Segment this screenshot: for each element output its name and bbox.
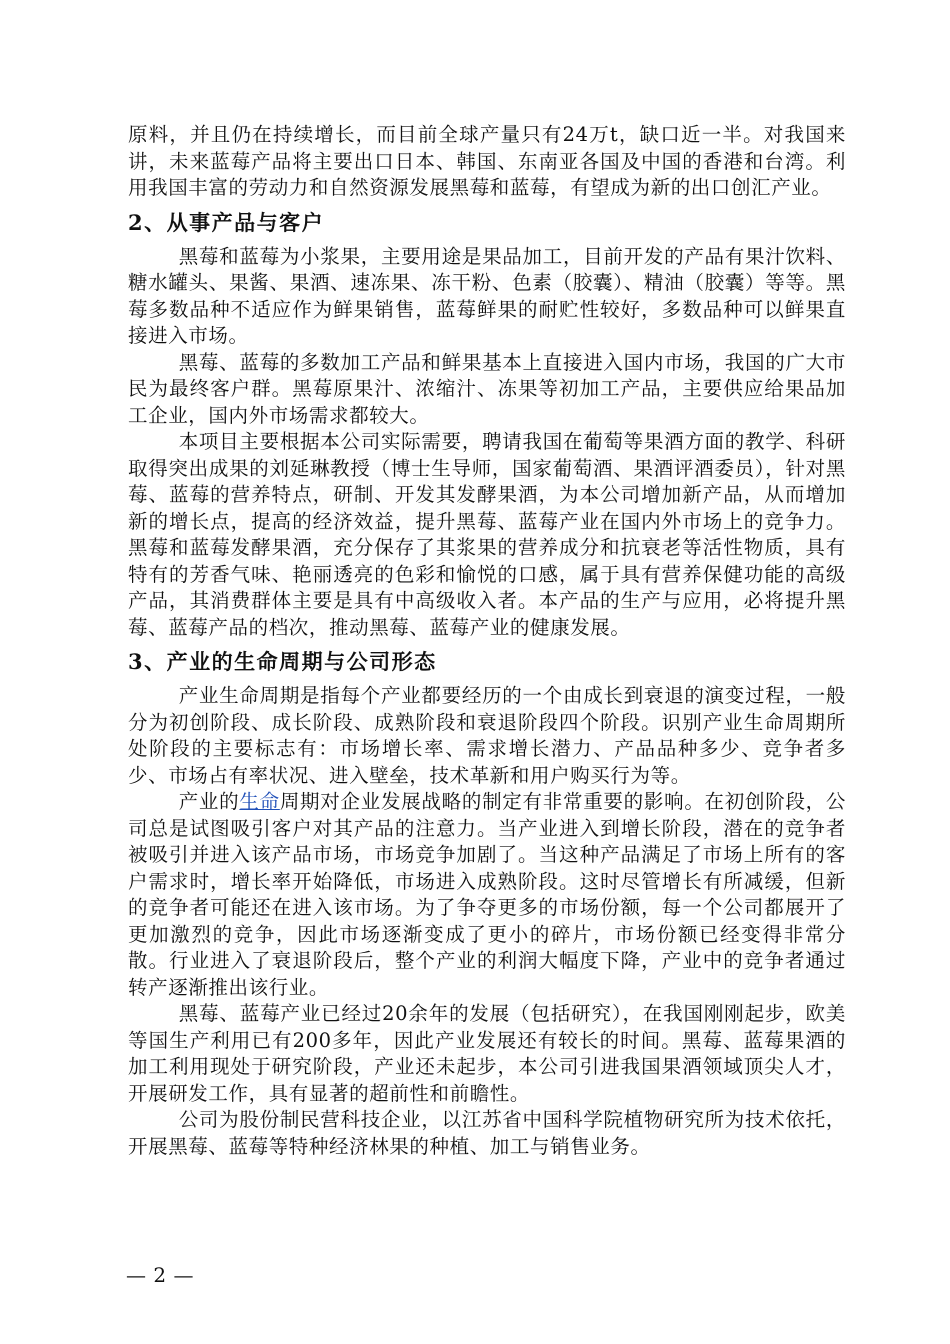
paragraph-prefix: 产业的 <box>178 790 240 813</box>
document-body <box>128 122 846 1160</box>
section-3-paragraph-4: 公司为股份制民营科技企业，以江苏省中国科学院植物研究所为技术依托，开展黑莓、蓝莓等特种经济林果的种植、加工与销售业务。 <box>128 1108 846 1158</box>
section-3-paragraph-2 <box>128 789 846 1001</box>
page-number: — 2 — <box>126 1263 194 1287</box>
intro-paragraph: 原料，并且仍在持续增长，而目前全球产量只有24万t，缺口近一半。对我国来讲，未来蓝莓产品将主要出口日本、韩国、东南亚各国及中国的香港和台湾。利用我国丰富的劳动力和自然资源发展黑莓和蓝莓，有望成为新的出口创汇产业。 <box>128 123 846 199</box>
section-2-heading: 2、从事产品与客户 <box>128 209 325 235</box>
section-2-paragraph-1: 黑莓和蓝莓为小浆果，主要用途是果品加工，目前开发的产品有果汁饮料、糖水罐头、果酱、果酒、速冻果、冻干粉、色素（胶囊）、精油（胶囊）等等。黑莓多数品种不适应作为鲜果销售，蓝莓鲜果的耐贮性较好，多数品种可以鲜果直接进入市场。 <box>128 244 846 347</box>
section-2-paragraph-3: 本项目主要根据本公司实际需要，聘请我国在葡萄等果酒方面的教学、科研取得突出成果的刘延琳教授（博士生导师，国家葡萄酒、果酒评酒委员），针对黑莓、蓝莓的营养特点，研制、开发其发酵果酒，为本公司增加新产品，从而增加新的增长点，提高的经济效益，提升黑莓、蓝莓产业在国内外市场上的竞争力。黑莓和蓝莓发酵果酒，充分保存了其浆果的营养成分和抗衰老等活性物质，具有特有的芳香气味、艳丽透亮的色彩和愉悦的口感，属于具有营养保健功能的高级产品，其消费群体主要是具有中高级收入者。本产品的生产与应用，必将提升黑莓、蓝莓产品的档次，推动黑莓、蓝莓产业的健康发展。 <box>128 430 846 639</box>
lifecycle-link[interactable]: 生命 <box>239 790 280 813</box>
section-3-paragraph-1: 产业生命周期是指每个产业都要经历的一个由成长到衰退的演变过程，一般分为初创阶段、成长阶段、成熟阶段和衰退阶段四个阶段。识别产业生命周期所处阶段的主要标志有：市场增长率、需求增长潜力、产品品种多少、竞争者多少、市场占有率状况、进入壁垒，技术革新和用户购买行为等。 <box>128 684 846 787</box>
section-3-paragraph-3: 黑莓、蓝莓产业已经过20余年的发展（包括研究），在我国刚刚起步，欧美等国生产利用已有200多年，因此产业发展还有较长的时间。黑莓、蓝莓果酒的加工利用现处于研究阶段，产业还未起步，本公司引进我国果酒领域顶尖人才，开展研发工作，具有显著的超前性和前瞻性。 <box>128 1002 846 1105</box>
section-2-paragraph-2: 黑莓、蓝莓的多数加工产品和鲜果基本上直接进入国内市场，我国的广大市民为最终客户群。黑莓原果汁、浓缩汁、冻果等初加工产品，主要供应给果品加工企业，国内外市场需求都较大。 <box>128 350 846 427</box>
section-3-heading: 3、产业的生命周期与公司形态 <box>128 649 437 674</box>
paragraph-suffix: 周期对企业发展战略的制定有非常重要的影响。在初创阶段，公司总是试图吸引客户对其产品的注意力。当产业进入到增长阶段，潜在的竞争者被吸引并进入该产品市场，市场竞争加剧了。当这种产品满足了市场上所有的客户需求时，增长率开始降低，市场进入成熟阶段。这时尽管增长有所减缓，但新的竞争者可能还在进入该市场。为了争夺更多的市场份额，每一个公司都展开了更加激烈的竞争，因此市场逐渐变成了更小的碎片，市场份额已经变得非常分散。行业进入了衰退阶段后，整个产业的利润大幅度下降，产业中的竞争者通过转产逐渐推出该行业。 <box>128 790 846 999</box>
